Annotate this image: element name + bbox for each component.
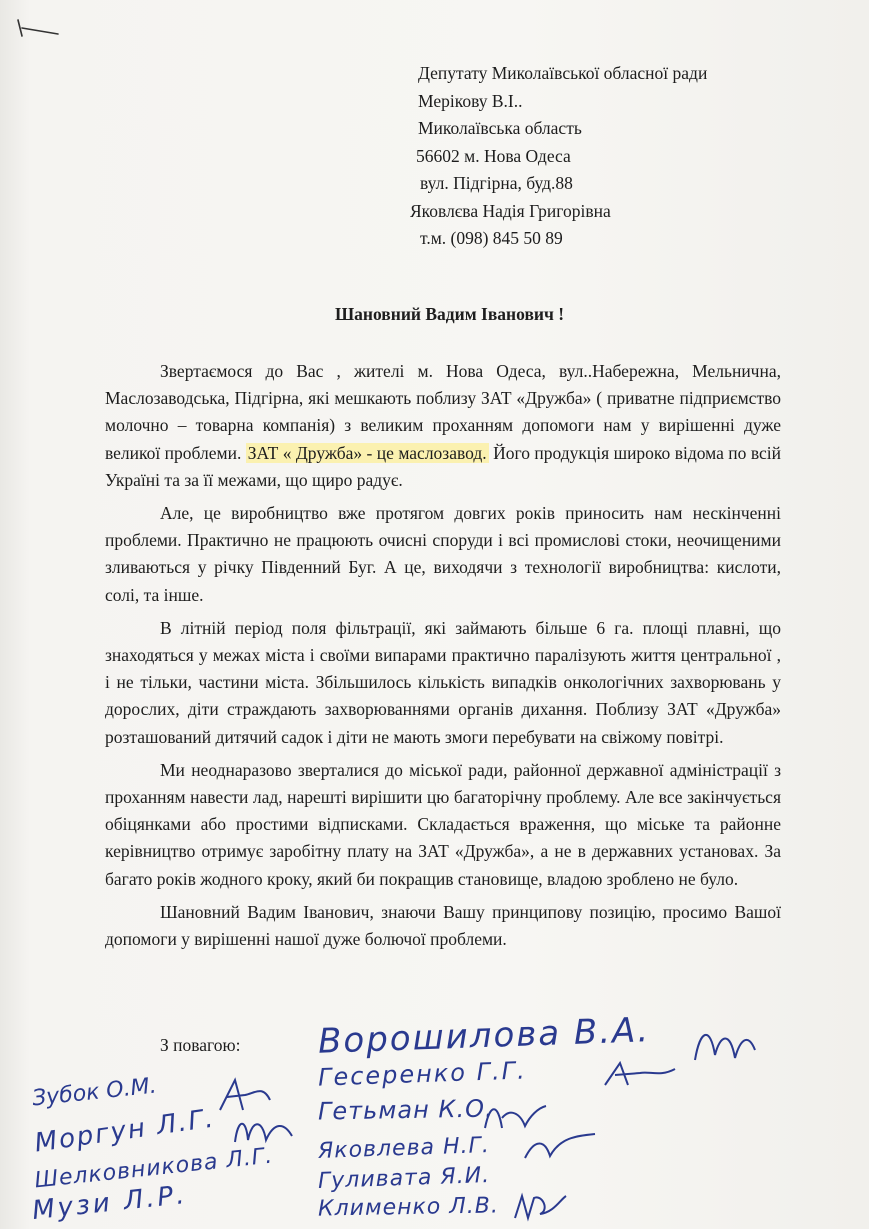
addressee-line: Депутату Миколаївської обласної ради — [418, 63, 708, 83]
signature: Шелковникова Л.Г. — [33, 1143, 275, 1194]
sender-name: Яковлєва Надія Григорівна — [410, 200, 611, 221]
signature-scribble — [510, 1190, 570, 1226]
signature: Музи Л.Р. — [30, 1179, 189, 1227]
addressee-block — [410, 60, 850, 253]
signature: Яковлева Н.Г. — [317, 1133, 491, 1164]
sender-phone: т.м. (098) 845 50 89 — [420, 228, 563, 248]
paragraph-4: Ми неоднаразово зверталися до міської ради, районної державної адміністрації з проханням навести лад, нарешті вирішити цю багаторічну проблему. Але все закінчується обіцянками або простими відписками. Складається враження, що міське та районне керівництво отримує заробітну плату на ЗАТ «Дружба», а не в державних установах. За багато років жодного кроку, який би покращив становище, владою зроблено не було. — [105, 759, 781, 889]
signature: Гетьман К.О. — [317, 1094, 494, 1126]
corner-pen-mark — [14, 14, 62, 44]
signature-scribble — [230, 1110, 300, 1150]
paragraph-text: Його продукція широко відома по всій Україні та за її межами, що щиро радує. — [105, 442, 781, 490]
addressee-line: Мерікову В.І.. — [418, 90, 523, 111]
signatures-area — [0, 1010, 869, 1229]
paragraph-5: Шановний Вадим Іванович, знаючи Вашу принципову позицію, просимо Вашої допомоги у вирішенні нашої дуже болючої проблеми. — [105, 901, 781, 950]
signature-scribble — [690, 1020, 760, 1070]
signature: Гесеренко Г.Г. — [317, 1056, 528, 1092]
letter-body — [105, 358, 781, 959]
signature-scribble — [520, 1128, 600, 1168]
paragraph-text: Звертаємося до Вас , жителі м. Нова Одеса, вул..Набережна, Мельнична, Маслозаводська, Підгірна, які мешкають поблизу ЗАТ «Дружба» ( приватне підприємство молочно – товарна компанія) з великим проханням допомоги нам у вирішенні дуже великої проблеми. — [105, 361, 781, 463]
paragraph-2: Але, це виробництво вже протягом довгих років приносить нам нескінченні проблеми. Практично не працюють очисні споруди і всі промислові стоки, неочищеними зливаються у річку Південний Буг. А це, виходячи з технології виробництва: кислоти, солі, та інше. — [105, 503, 781, 605]
salutation: Шановний Вадим Іванович ! — [334, 304, 565, 324]
signature: Ворошилова В.А. — [317, 1010, 651, 1062]
signature: Гуливата Я.И. — [317, 1163, 491, 1194]
signature-scribble — [215, 1075, 275, 1115]
highlighted-text: ЗАТ « Дружба» - це маслозавод. — [247, 442, 487, 463]
addressee-line: 56602 м. Нова Одеса — [416, 145, 571, 166]
signature: Зубок О.М. — [31, 1073, 158, 1112]
signature: Моргун Л.Г. — [32, 1103, 217, 1159]
closing-text: З повагою: — [160, 1035, 241, 1055]
addressee-line: вул. Підгірна, буд.88 — [420, 173, 573, 193]
paragraph-1 — [105, 358, 781, 494]
paragraph-3: В літній період поля фільтрації, які займають більше 6 га. площі плавні, що знаходяться у межах міста і своїми випарами практично паралізують життя центральної , і не тільки, частини міста. Збільшилось кількість випадків онкологічних захворювань у дорослих, діти страждають захворюваннями органів дихання. Поблизу ЗАТ «Дружба» розташований дитячий садок і діти не мають змоги перебувати на свіжому повітрі. — [105, 617, 781, 747]
signature: Клименко Л.В. — [317, 1193, 500, 1222]
addressee-line: Миколаївська область — [418, 118, 582, 138]
signature-scribble — [600, 1055, 680, 1095]
